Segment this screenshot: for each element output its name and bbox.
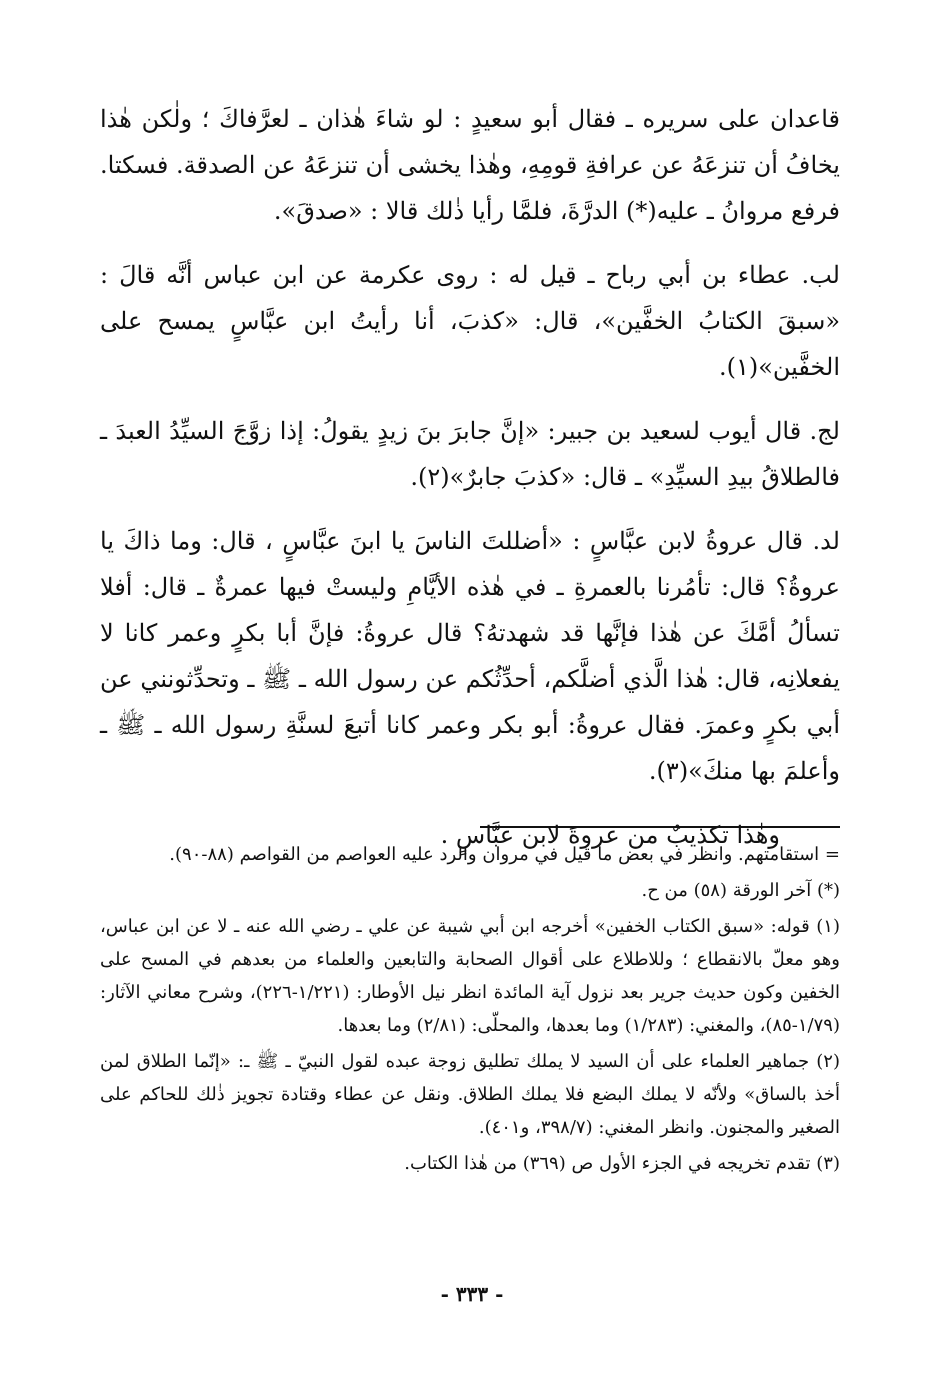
paragraph-ld: لد. قال عروةُ لابن عبَّاسٍ : «أضللتَ الناسَ يا ابنَ عبَّاسٍ ، قال: وما ذاكَ يا عروةُ؟ قال: تأمُرنا بالعمرةِ ـ في هٰذه الأيَّامِ وليستْ فيها عمرةٌ ـ قال: أفلا تسألُ أمَّكَ عن هٰذا فإنَّها قد شهدتهُ؟ قال عروةُ: فإنَّ أبا بكرٍ وعمر كانا لا يفعلانِه، قال: هٰذا الَّذي أضلَّكم، أحدِّثُكم عن رسول الله ـ ﷺ ـ وتحدِّثونني عن أبي بكرٍ وعمرَ. فقال عروةُ: أبو بكر وعمر كانا أتبعَ لسنَّةِ رسول الله ـ ﷺ ـ وأعلمَ بها منكَ»(٣).	[100, 527, 841, 785]
footnote-continuation: = استقامتهم. وانظر في بعض ما قيل في مروان والرد عليه العواصم من القواصم (٨٨-٩٠).	[169, 844, 840, 865]
paragraph-continuation: قاعدان على سريره ـ فقال أبو سعيدٍ : لو شاءَ هٰذان ـ لعرَّفاكَ ؛ ولٰكن هٰذا يخافُ أن تنزعَهُ عن عرافةِ قومِهِ، وهٰذا يخشى أن تنزعَهُ عن الصدقة. فسكتا. فرفع مروانُ ـ عليه(*) الدرَّةَ، فلمَّا رأيا ذٰلك قالا : «صدقَ».	[100, 105, 840, 225]
paragraph-lj: لج. قال أيوب لسعيد بن جبير: «إنَّ جابرَ بنَ زيدٍ يقولُ: إذا زوَّجَ السيِّدُ العبدَ ـ فالطلاقُ بيدِ السيِّدِ» ـ قال: «كذبَ جابرٌ»(٢).	[100, 417, 840, 491]
footnote-star: (*) آخر الورقة (٥٨) من ح.	[641, 880, 840, 901]
footnote-1: (١) قوله: «سبق الكتاب الخفين» أخرجه ابن أبي شيبة عن علي ـ رضي الله عنه ـ لا عن ابن عباس، وهو معلّ بالانقطاع ؛ وللاطلاع على أقوال الصحابة والتابعين والعلماء من بعدهم في المسح على الخفين وكون حديث جرير بعد نزول آية المائدة انظر نيل الأوطار: (١/٢٢١-٢٢٦)، وشرح معاني الآثار: (١/٧٩-٨٥)، والمغني: (١/٢٨٣) وما بعدها، والمحلّى: (٢/٨١) وما بعدها.	[100, 916, 840, 1036]
main-text	[100, 96, 840, 876]
footnote-3: (٣) تقدم تخريجه في الجزء الأول ص (٣٦٩) من هٰذا الكتاب.	[404, 1153, 840, 1174]
footnote-2: (٢) جماهير العلماء على أن السيد لا يملك تطليق زوجة عبده لقول النبيّ ـ ﷺ ـ: «إنّما الطلاق لمن أخذ بالساق» ولأنّه لا يملك البضع فلا يملك الطلاق. ونقل عن عطاء وقتادة تجويز ذٰلك للحاكم على الصغير والمجنون. وانظر المغني: (٣٩٨/٧، و٤٠١).	[100, 1051, 840, 1138]
paragraph-lb: لب. عطاء بن أبي رباح ـ قيل له : روى عكرمة عن ابن عباس أنَّه قالَ : «سبقَ الكتابُ الخفَّين»، قال: «كذبَ، أنا رأيتُ ابن عبَّاسٍ يمسح على الخفَّين»(١).	[100, 261, 840, 381]
page-number: - ٣٣٣ -	[440, 1282, 504, 1306]
footnotes	[100, 838, 840, 1183]
paragraph-closing: وهٰذا تكذيبٌ من عروةَ لابن عبَّاسٍ .	[440, 821, 780, 849]
footnote-divider	[480, 826, 840, 828]
